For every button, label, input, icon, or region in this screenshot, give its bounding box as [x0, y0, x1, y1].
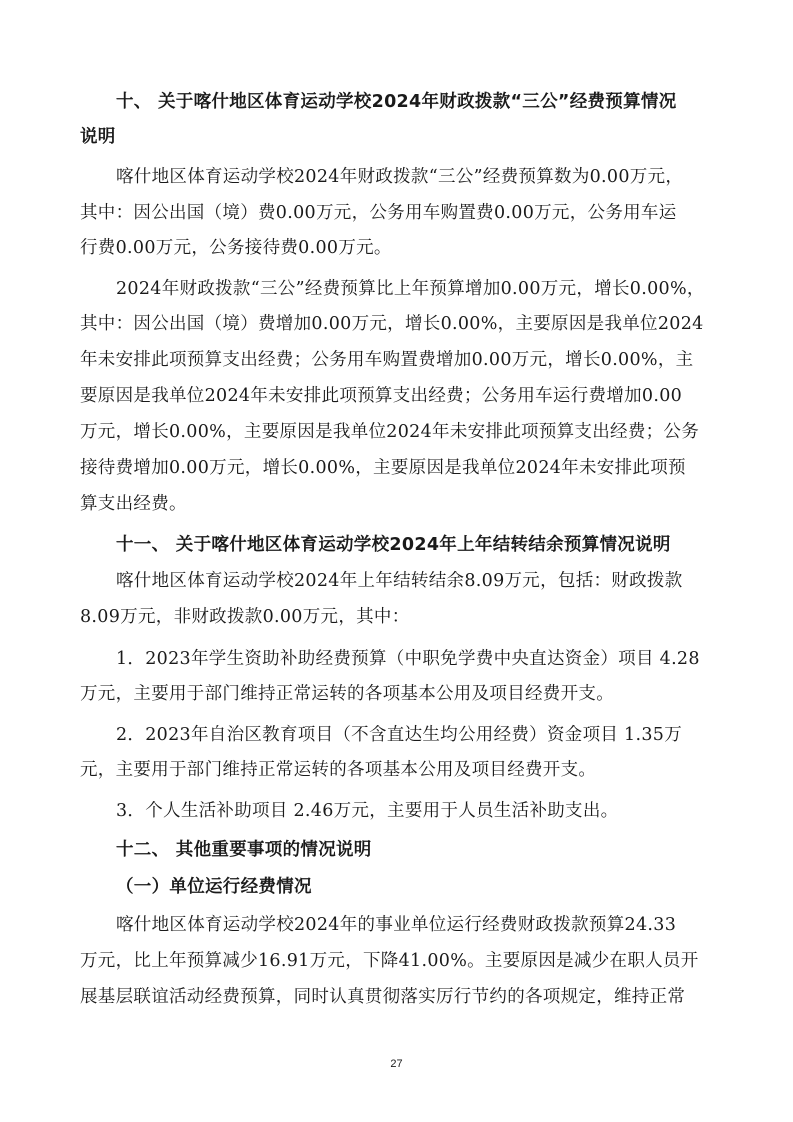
paragraph-text: 其中：因公出国（境）费0.00万元，公务用车购置费0.00万元，公务用车运: [80, 203, 677, 223]
section-12-heading: 十二、 其他重要事项的情况说明: [116, 840, 372, 860]
paragraph-text: 万元，比上年预算减少16.91万元，下降41.00%。主要原因是减少在职人员开: [80, 951, 699, 971]
list-item-text: 1．2023年学生资助补助经费预算（中职免学费中央直达资金）项目 4.28: [116, 649, 700, 669]
paragraph-text: 行费0.00万元，公务接待费0.00万元。: [80, 238, 392, 258]
paragraph-text: 要原因是我单位2024年未安排此项预算支出经费；公务用车运行费增加0.00: [80, 386, 683, 406]
list-item-text: 2．2023年自治区教育项目（不含直达生均公用经费）资金项目 1.35万: [116, 725, 682, 745]
section-10-heading-line-1: 十、 关于喀什地区体育运动学校2024年财政拨款“三公”经费预算情况: [116, 92, 677, 112]
paragraph-text: 展基层联谊活动经费预算，同时认真贯彻落实厉行节约的各项规定，维持正常: [80, 987, 686, 1007]
paragraph-text: 接待费增加0.00万元，增长0.00%，主要原因是我单位2024年未安排此项预: [80, 458, 686, 478]
list-item-text: 元，主要用于部门维持正常运转的各项基本公用及项目经费开支。: [80, 760, 597, 780]
paragraph-text: 万元，增长0.00%，主要原因是我单位2024年未安排此项预算支出经费；公务: [80, 422, 700, 442]
paragraph-text: 算支出经费。: [80, 494, 187, 514]
list-item-text: 万元，主要用于部门维持正常运转的各项基本公用及项目经费开支。: [80, 684, 614, 704]
page-number: 27: [390, 1058, 403, 1070]
section-10-heading-line-2: 说明: [80, 127, 116, 147]
paragraph-text: 8.09万元，非财政拨款0.00万元，其中：: [80, 607, 410, 627]
paragraph-text: 2024年财政拨款“三公”经费预算比上年预算增加0.00万元，增长0.00%，: [116, 279, 705, 299]
subsection-heading: （一）单位运行经费情况: [116, 877, 312, 897]
paragraph-text: 其中：因公出国（境）费增加0.00万元，增长0.00%，主要原因是我单位2024: [80, 314, 704, 334]
paragraph-text: 喀什地区体育运动学校2024年财政拨款“三公”经费预算数为0.00万元，: [116, 167, 684, 187]
paragraph-text: 喀什地区体育运动学校2024年上年结转结余8.09万元，包括：财政拨款: [116, 571, 683, 591]
paragraph-text: 喀什地区体育运动学校2024年的事业单位运行经费财政拨款预算24.33: [116, 915, 677, 935]
list-item-text: 3．个人生活补助项目 2.46万元，主要用于人员生活补助支出。: [116, 801, 619, 821]
section-11-heading: 十一、 关于喀什地区体育运动学校2024年上年结转结余预算情况说明: [116, 535, 671, 555]
paragraph-text: 年未安排此项预算支出经费；公务用车购置费增加0.00万元，增长0.00%，主: [80, 350, 694, 370]
